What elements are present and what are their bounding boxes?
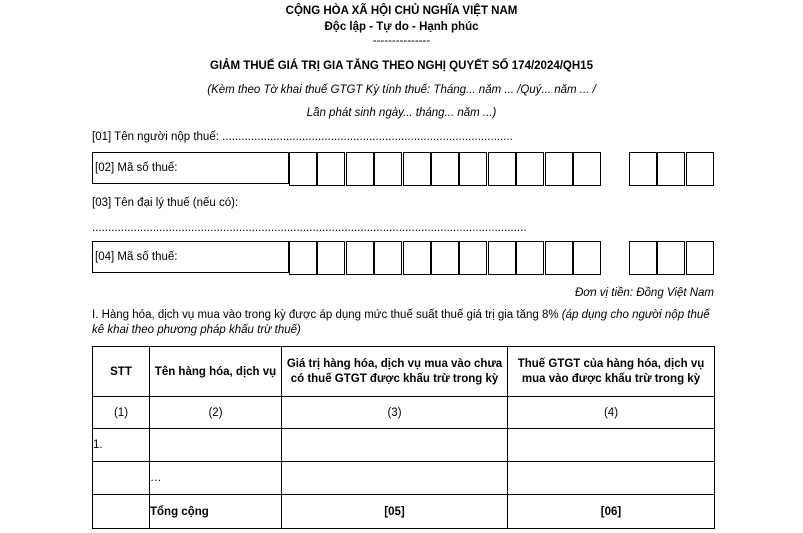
header-vat-amount: Thuế GTGT của hàng hóa, dịch vụ mua vào được khấu trừ trong kỳ bbox=[508, 347, 715, 397]
row-goods-value[interactable] bbox=[282, 462, 508, 495]
section-1-text bbox=[92, 308, 717, 338]
taxpayer-code-digit[interactable] bbox=[289, 152, 317, 186]
taxpayer-code-branch-digit[interactable] bbox=[629, 152, 657, 186]
agent-code-digit[interactable] bbox=[459, 241, 487, 275]
agent-code-digit[interactable] bbox=[573, 241, 601, 275]
document-title: GIẢM THUẾ GIÁ TRỊ GIA TĂNG THEO NGHỊ QUYẾT SỐ 174/2024/QH15 bbox=[210, 60, 593, 72]
section-1-note: (áp dụng cho người nộp thuế kê khai theo phương pháp khấu trừ thuế) bbox=[92, 309, 710, 336]
taxpayer-code-label-box bbox=[92, 152, 289, 184]
col-number: (1) bbox=[93, 397, 150, 429]
agent-code-digit[interactable] bbox=[516, 241, 544, 275]
taxpayer-name-field[interactable]: [01] Tên người nộp thuế: ........................................................................................... bbox=[92, 131, 513, 143]
taxpayer-code-digit[interactable] bbox=[573, 152, 601, 186]
agent-code-digit[interactable] bbox=[488, 241, 516, 275]
subtitle-line-2: Lần phát sinh ngày... tháng... năm ...) bbox=[306, 107, 497, 119]
taxpayer-code-digit[interactable] bbox=[374, 152, 402, 186]
agent-code-digit[interactable] bbox=[545, 241, 573, 275]
taxpayer-code-digit[interactable] bbox=[545, 152, 573, 186]
motto: Độc lập - Tự do - Hạnh phúc bbox=[324, 21, 479, 33]
header-goods-name: Tên hàng hóa, dịch vụ bbox=[150, 347, 282, 397]
agent-code-digit[interactable] bbox=[289, 241, 317, 275]
taxpayer-code-digit[interactable] bbox=[488, 152, 516, 186]
taxpayer-code-digit[interactable] bbox=[346, 152, 374, 186]
agent-code-digit[interactable] bbox=[431, 241, 459, 275]
agent-code-label-box bbox=[92, 241, 289, 273]
row-vat-amount[interactable] bbox=[508, 429, 715, 462]
row-stt bbox=[93, 462, 150, 495]
row-vat-amount[interactable] bbox=[508, 462, 715, 495]
header-separator: --------------- bbox=[372, 35, 431, 47]
total-vat-amount: [06] bbox=[508, 495, 715, 529]
nation-heading: CỘNG HÒA XÃ HỘI CHỦ NGHĨA VIỆT NAM bbox=[285, 5, 518, 17]
taxpayer-code-digit[interactable] bbox=[317, 152, 345, 186]
agent-code-digit[interactable] bbox=[346, 241, 374, 275]
header-goods-value: Giá trị hàng hóa, dịch vụ mua vào chưa có thuế GTGT được khấu trừ trong kỳ bbox=[282, 347, 508, 397]
row-stt: 1. bbox=[93, 429, 150, 462]
agent-name-dots: ........................................................................................................................................ bbox=[92, 222, 527, 234]
taxpayer-code-digit[interactable] bbox=[459, 152, 487, 186]
row-goods-value[interactable] bbox=[282, 429, 508, 462]
row-goods-name[interactable] bbox=[150, 429, 282, 462]
agent-code-label: [04] Mã số thuế: bbox=[95, 251, 178, 263]
taxpayer-code-digit[interactable] bbox=[516, 152, 544, 186]
purchases-table bbox=[92, 346, 715, 529]
agent-code-digit[interactable] bbox=[317, 241, 345, 275]
column-number-row bbox=[93, 397, 715, 429]
taxpayer-code-label: [02] Mã số thuế: bbox=[95, 162, 178, 174]
agent-code-digit[interactable] bbox=[403, 241, 431, 275]
header-stt: STT bbox=[93, 347, 150, 397]
taxpayer-code-row bbox=[92, 152, 714, 186]
taxpayer-code-digit[interactable] bbox=[403, 152, 431, 186]
currency-unit: Đơn vị tiền: Đồng Việt Nam bbox=[574, 287, 714, 299]
table-row bbox=[93, 462, 715, 495]
agent-code-branch-digit[interactable] bbox=[629, 241, 657, 275]
row-goods-name[interactable]: … bbox=[150, 462, 282, 495]
agent-code-row bbox=[92, 241, 714, 275]
col-number: (2) bbox=[150, 397, 282, 429]
agent-code-branch-digit[interactable] bbox=[657, 241, 685, 275]
agent-name-field[interactable]: [03] Tên đại lý thuế (nếu có): bbox=[92, 197, 239, 209]
section-1-heading: I. Hàng hóa, dịch vụ mua vào trong kỳ được áp dụng mức thuế suất thuế giá trị gia tăng 8% bbox=[92, 309, 562, 321]
taxpayer-code-branch-digit[interactable] bbox=[686, 152, 714, 186]
taxpayer-code-branch-digit[interactable] bbox=[657, 152, 685, 186]
total-goods-value: [05] bbox=[282, 495, 508, 529]
subtitle-line-1: (Kèm theo Tờ khai thuế GTGT Kỳ tính thuế: Tháng... năm ... /Quý... năm ... / bbox=[207, 84, 596, 96]
agent-code-branch-digit[interactable] bbox=[686, 241, 714, 275]
table-header-row bbox=[93, 347, 715, 397]
total-row bbox=[93, 495, 715, 529]
agent-code-digit[interactable] bbox=[374, 241, 402, 275]
col-number: (3) bbox=[282, 397, 508, 429]
taxpayer-code-digit[interactable] bbox=[431, 152, 459, 186]
table-row bbox=[93, 429, 715, 462]
total-label: Tổng cộng bbox=[150, 495, 282, 529]
col-number: (4) bbox=[508, 397, 715, 429]
total-empty-cell bbox=[93, 495, 150, 529]
